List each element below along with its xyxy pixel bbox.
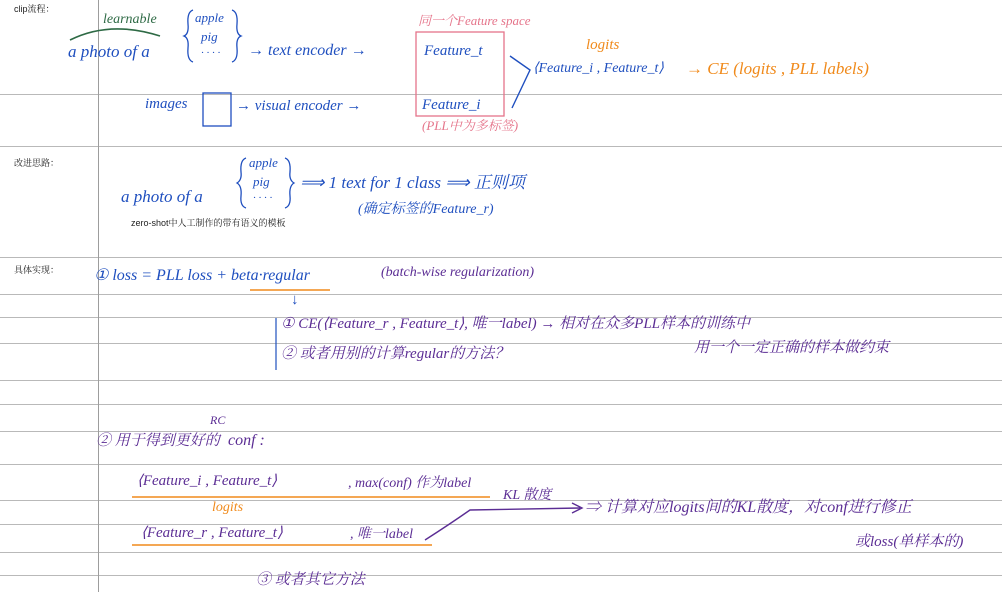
clip-class-2: · · · · [201, 47, 221, 59]
clip-class-0: apple [195, 10, 224, 25]
kl-result-continued: 或loss(单样本的) [855, 534, 964, 550]
row1-pair: ⟨Feature_i , Feature_t⟩ [137, 473, 278, 489]
kl-result: ⇒ 计算对应logits间的KL散度，对conf进行修正 [585, 499, 912, 516]
improve-chain: ⟹ 1 text for 1 class ⟹ 正则项 [300, 173, 525, 192]
point-2: ② 用于得到更好的 [96, 433, 220, 449]
clip-pair: ⟨Feature_i , Feature_t⟩ [533, 61, 664, 76]
row2-pair: ⟨Feature_r , Feature_t⟩ [141, 525, 283, 541]
rc-note: RC [210, 413, 226, 427]
improve-note: (确定标签的Feature_r) [358, 202, 494, 217]
section-label-improve: 改进思路： [14, 158, 60, 168]
improve-prompt: a photo of a [121, 187, 203, 206]
section-label-impl: 具体实现： [14, 265, 60, 275]
option-2: ② 或者用别的计算regular的方法？ [281, 346, 510, 362]
clip-class-1: pig [201, 29, 218, 44]
ce-expression: → CE (logits , PLL labels) [686, 59, 869, 78]
improve-class-2: · · · · [253, 192, 273, 204]
point-3: ③ 或者其它方法 [256, 572, 365, 588]
row2-label: , 唯一label [350, 527, 413, 542]
learnable-note: learnable [103, 12, 157, 27]
clip-logits: logits [586, 37, 620, 53]
text-encoder-arrow: → text encoder → [248, 42, 367, 59]
feature-space-note: 同一个Feature space [418, 13, 531, 28]
learnable-arc [70, 29, 160, 40]
feature-i: Feature_i [422, 97, 481, 113]
improve-class-0: apple [249, 155, 278, 170]
kl-label: KL 散度 [503, 488, 552, 503]
feature-t: Feature_t [424, 43, 483, 59]
loss-formula: ① loss = PLL loss + beta·regular [94, 267, 310, 284]
class-brace-left [184, 10, 193, 62]
pll-note: (PLL中为多标签) [422, 118, 519, 133]
improve-brace-left [237, 158, 246, 208]
option-1-continued: 用一个一定正确的样本做约束 [694, 340, 890, 356]
row-logits: logits [212, 500, 244, 515]
images-square [203, 93, 231, 126]
kl-connector [425, 508, 580, 540]
zero-shot-note: zero-shot中人工制作的带有语义的模板 [131, 218, 286, 228]
conf-label: conf : [228, 432, 265, 449]
option-1: ① CE(⟨Feature_r , Feature_t⟩, 唯一label) → 相对在众多PLL样本的训练中 [281, 316, 751, 332]
visual-encoder-arrow: → visual encoder → [236, 98, 362, 114]
section-label-clip: clip流程： [14, 4, 55, 14]
improve-class-1: pig [253, 174, 270, 189]
clip-prompt: a photo of a [68, 42, 150, 61]
down-arrow: ↓ [291, 292, 299, 308]
class-brace-right [232, 10, 241, 62]
improve-brace-right [285, 158, 294, 208]
images-label: images [145, 96, 188, 112]
batch-note: (batch-wise regularization) [381, 265, 535, 280]
row1-label: , max(conf) 作为label [348, 476, 472, 491]
feature-bracket [510, 56, 530, 108]
